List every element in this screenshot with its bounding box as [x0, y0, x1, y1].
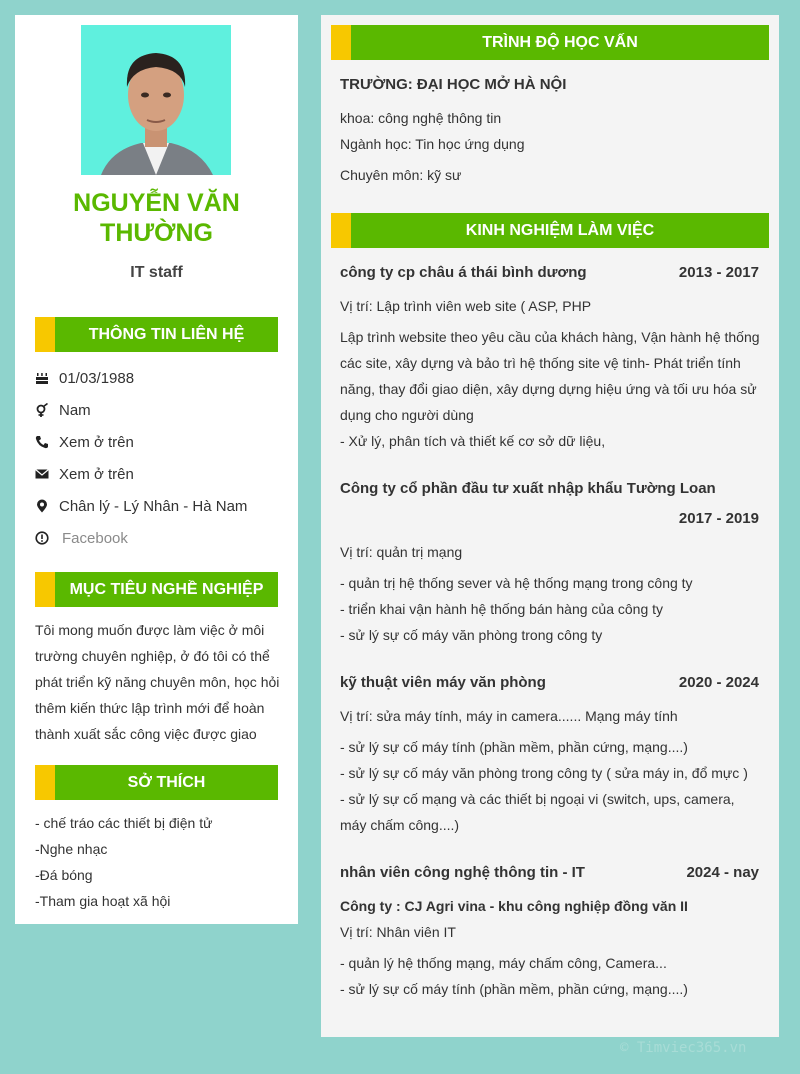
name-line-2: THƯỜNG — [100, 219, 213, 247]
job-desc-line: - sử lý sự cố máy văn phòng trong công ty — [340, 627, 603, 643]
contact-birthday — [35, 368, 134, 388]
objective-line: trường chuyên nghiệp, ở đó tôi có thể — [35, 648, 270, 664]
major-text: Ngành học: Tin học ứng dụng — [340, 136, 525, 152]
location-pin-icon — [35, 499, 49, 513]
contact-facebook[interactable] — [35, 528, 128, 548]
hobbies-section-header — [35, 765, 278, 800]
contact-section-header — [35, 317, 278, 352]
profile-photo — [81, 25, 231, 175]
job-company: kỹ thuật viên máy văn phòng — [340, 674, 546, 691]
education-section-header — [331, 25, 769, 60]
objective-line: phát triển kỹ năng chuyên môn, học hỏi — [35, 674, 280, 690]
hobby-item: -Nghe nhạc — [35, 841, 108, 857]
hobby-item: -Đá bóng — [35, 867, 93, 883]
job-description — [340, 950, 770, 1002]
experience-section-header — [331, 213, 769, 248]
job-desc-line: - sử lý sự cố máy tính (phần mềm, phần cứng, mạng....) — [340, 739, 688, 755]
contact-section-title: THÔNG TIN LIÊN HỆ — [88, 325, 245, 343]
job-position: Vị trí: quản trị mạng — [340, 544, 463, 560]
info-icon — [35, 531, 49, 545]
phone-icon — [35, 435, 49, 449]
right-column — [321, 15, 779, 1037]
job-desc-line: - triển khai vận hành hệ thống bán hàng của công ty — [340, 601, 664, 617]
phone-text: Xem ở trên — [59, 433, 134, 451]
hobbies-section-title: SỞ THÍCH — [127, 773, 206, 791]
faculty-text: khoa: công nghệ thông tin — [340, 110, 502, 126]
job-desc-line: dụng cho người dùng — [340, 407, 474, 423]
job-position: Vị trí: Nhân viên IT — [340, 924, 456, 940]
facebook-link[interactable]: Facebook — [62, 529, 128, 547]
school-name: TRƯỜNG: ĐẠI HỌC MỞ HÀ NỘI — [340, 76, 567, 93]
job-company: nhân viên công nghệ thông tin - IT — [340, 864, 585, 881]
job-years: 2020 - 2024 — [678, 674, 759, 691]
birthday-text: 01/03/1988 — [59, 369, 135, 387]
job-desc-line: - Xử lý, phân tích và thiết kế cơ sở dữ liệu, — [340, 433, 606, 449]
contact-email — [35, 464, 134, 484]
hobbies-list — [35, 810, 285, 914]
objective-line: Tôi mong muốn được làm việc ở môi — [35, 622, 265, 638]
birthday-cake-icon — [35, 371, 49, 385]
job-desc-line: - quản lý hệ thống mạng, máy chấm công, Camera... — [340, 955, 667, 971]
job-subcompany: Công ty : CJ Agri vina - khu công nghiệp đồng văn II — [340, 898, 688, 914]
gender-text: Nam — [59, 401, 91, 419]
hobby-item: -Tham gia hoạt xã hội — [35, 893, 171, 909]
job-desc-line: máy chấm công....) — [340, 817, 460, 833]
job-description — [340, 734, 770, 838]
job-desc-line: - sử lý sự cố máy văn phòng trong công ty ( sửa máy in, đổ mực ) — [340, 765, 748, 781]
job-company: công ty cp châu á thái bình dương — [340, 264, 587, 281]
job-description — [340, 570, 770, 648]
job-desc-line: - sử lý sự cố mạng và các thiết bị ngoại vi (switch, ups, camera, — [340, 791, 735, 807]
objective-line: thêm kiến thức lập trình mới để hoàn — [35, 700, 265, 716]
watermark: © Timviec365.vn — [620, 1040, 747, 1056]
contact-address — [35, 496, 247, 516]
job-position: Vị trí: sửa máy tính, máy in camera...... Mạng máy tính — [340, 708, 678, 724]
education-section-title: TRÌNH ĐỘ HỌC VẤN — [482, 33, 638, 51]
address-text: Chân lý - Lý Nhân - Hà Nam — [59, 497, 248, 515]
job-position: Vị trí: Lập trình viên web site ( ASP, PHP — [340, 298, 592, 314]
job-years: 2017 - 2019 — [678, 510, 759, 527]
job-desc-line: các site, xây dựng và bảo trì hệ thống site vệ tinh- Phát triển tính — [340, 355, 741, 371]
email-text: Xem ở trên — [59, 465, 134, 483]
hobby-item: - chế tráo các thiết bị điện tử — [35, 815, 213, 831]
objective-section-header — [35, 572, 278, 607]
job-desc-line: Lập trình website theo yêu cầu của khách hàng, Vận hành hệ thống — [340, 329, 760, 345]
job-desc-line: năng, thay đổi giao diện, xây dựng dựng hiệu ứng và tối ưu hóa sử — [340, 381, 757, 397]
gender-icon — [35, 403, 49, 417]
contact-phone — [35, 432, 134, 452]
job-years: 2024 - nay — [686, 864, 759, 881]
objective-line: thành xuất sắc công việc được giao — [35, 726, 257, 742]
full-name — [15, 188, 298, 248]
objective-section-title: MỤC TIÊU NGHỀ NGHIỆP — [69, 580, 264, 598]
name-line-1: NGUYỄN VĂN — [73, 189, 240, 217]
objective-text — [35, 617, 285, 747]
job-company: Công ty cổ phần đầu tư xuất nhập khẩu Tường Loan — [340, 480, 716, 497]
job-role: IT staff — [130, 264, 183, 281]
experience-section-title: KINH NGHIỆM LÀM VIỆC — [465, 221, 655, 239]
left-column — [15, 15, 298, 924]
job-desc-line: - quản trị hệ thống sever và hệ thống mạng trong công ty — [340, 575, 693, 591]
contact-gender — [35, 400, 91, 420]
specialty-text: Chuyên môn: kỹ sư — [340, 167, 462, 183]
job-description — [340, 324, 770, 454]
envelope-icon — [35, 467, 49, 481]
job-years: 2013 - 2017 — [678, 264, 759, 281]
job-desc-line: - sử lý sự cố máy tính (phần mềm, phần cứng, mạng....) — [340, 981, 688, 997]
